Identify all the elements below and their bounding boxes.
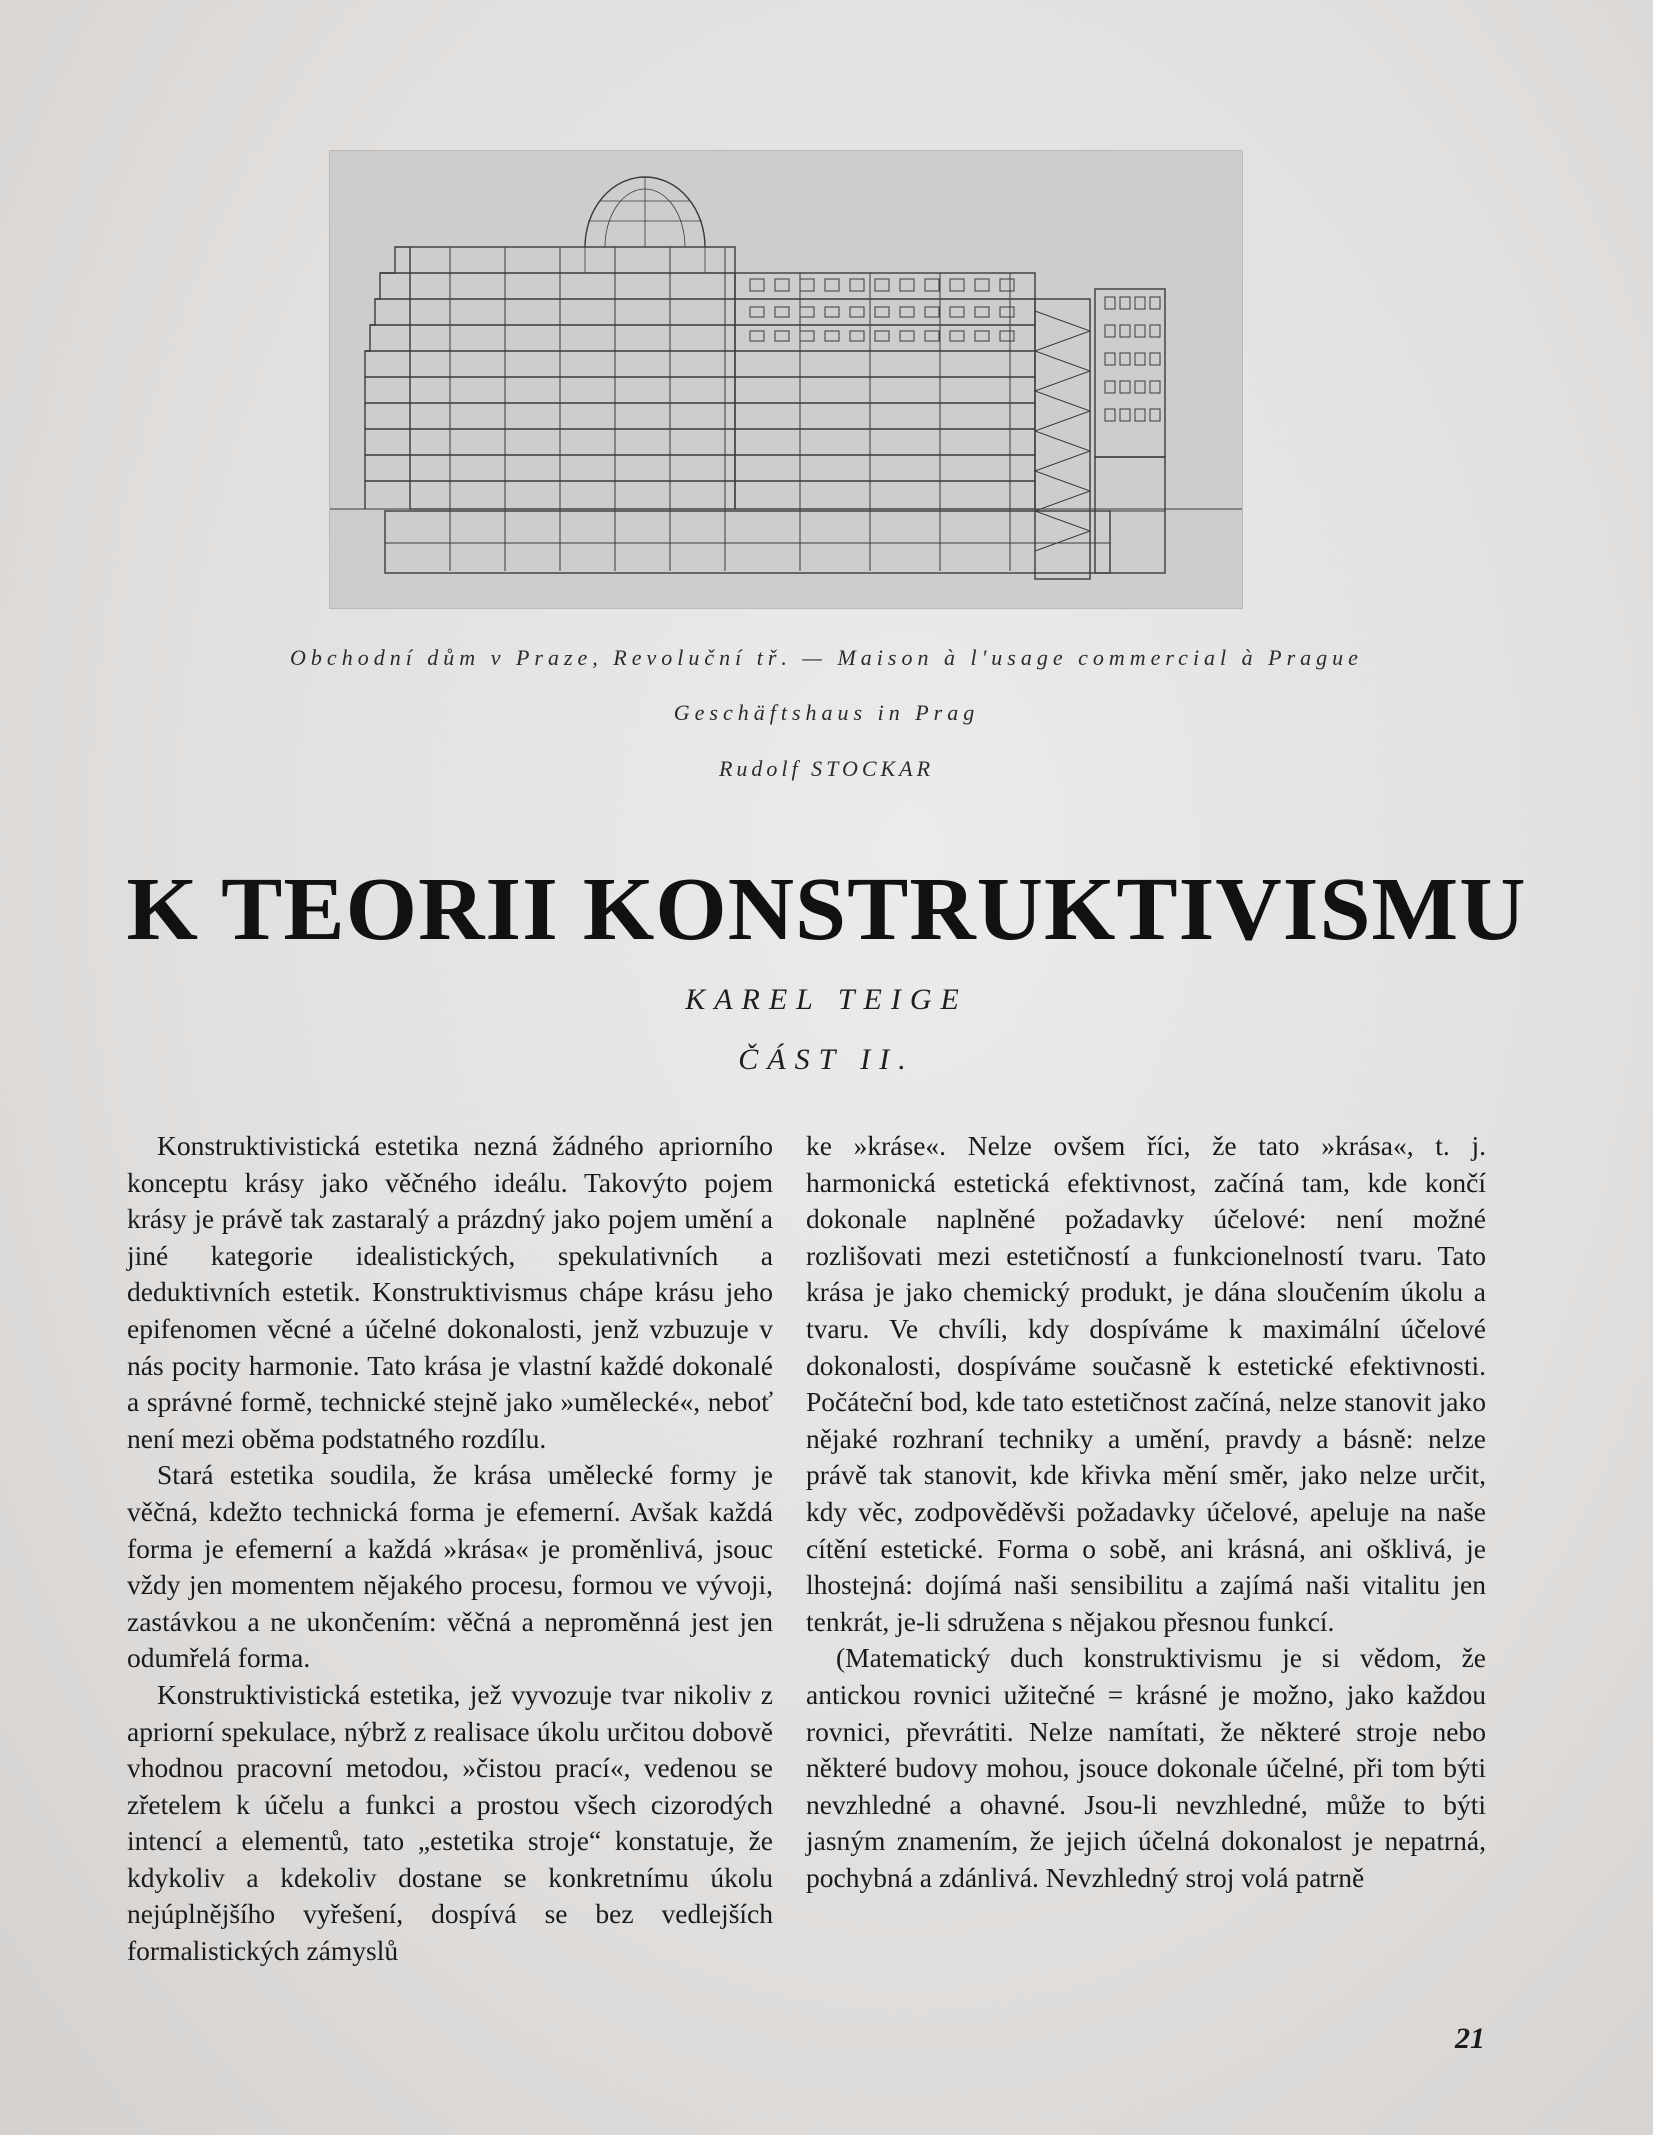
text-column-left [127, 1128, 773, 1970]
paragraph: Konstruktivistická estetika nezná žádného apriorního konceptu krásy jako věčného ideálu. Takovýto pojem krásy je právě tak zastaralý a prázdný jako pojem umění a jiné kategorie idealistických, spekulativních a deduktivních estetik. Konstruktivismus chápe krásu jeho epifenomen věcné a účelné dokonalosti, jenž vzbuzuje v nás pocity harmonie. Tato krása je vlastní každé dokonalé a správné formě, technické stejně jako »umělecké«, neboť není mezi oběma podstatného rozdílu. [127, 1130, 773, 1454]
figure-caption-line2: Geschäftshaus in Prag [673, 700, 980, 725]
building-section-drawing [329, 150, 1243, 609]
figure-architect: Rudolf STOCKAR [718, 756, 935, 781]
figure-caption-line1: Obchodní dům v Praze, Revoluční tř. — Maison à l'usage commercial à Prague [290, 645, 1363, 670]
article-part: ČÁST II. [738, 1043, 915, 1076]
architectural-drawing-svg [330, 151, 1242, 608]
article-author: KAREL TEIGE [685, 983, 968, 1016]
paragraph: Stará estetika soudila, že krása umělecké formy je věčná, kdežto technická forma je efemerní. Avšak každá forma je efemerní a každá »krása« je proměnlivá, jsouc vždy jen momentem nějakého procesu, formou ve vývoji, zastávkou a ne ukončením: věčná a neproměnná jest jen odumřelá forma. [127, 1459, 773, 1674]
page-number: 21 [1455, 2022, 1485, 2055]
paragraph: (Matematický duch konstruktivismu je si vědom, že antickou rovnici užitečné = krásné je možno, jako každou rovnici, převrátiti. Nelze namítati, že některé stroje nebo některé budovy mohou, jsouce dokonale účelné, při tom býti nevzhledné a ohavné. Jsou-li nevzhledné, může to býti jasným znamením, že jejich účelná dokonalost je nepatrná, pochybná a zdánlivá. Nevzhledný stroj volá patrně [806, 1642, 1486, 1893]
text-column-right [806, 1128, 1486, 1896]
paragraph: Konstruktivistická estetika, jež vyvozuje tvar nikoliv z apriorní spekulace, nýbrž z realisace úkolu určitou dobově vhodnou pracovní metodou, »čistou prací«, vedenou se zřetelem k účelu a funkci a prostou všech cizorodých intencí a elementů, tato „estetika stroje“ konstatuje, že kdykoliv a kdekoliv dostane se konkretnímu úkolu nejúplnějšího vyřešení, dospívá se bez vedlejších formalistických zámyslů [127, 1678, 773, 1967]
paragraph: ke »kráse«. Nelze ovšem říci, že tato »krása«, t. j. harmonická estetická efektivnost, začíná tam, kde končí dokonale naplněné požadavky účelové: není možné rozlišovati mezi estetičností a funkcionelností tvaru. Tato krása je jako chemický produkt, je dána sloučením úkolu a tvaru. Ve chvíli, kdy dospíváme k maximální účelové dokonalosti, dospíváme současně k estetické efektivnosti. Počáteční bod, kde tato estetičnost začíná, nelze stanovit jako nějaké rozhraní techniky a umění, pravdy a básně: nelze právě tak stanovit, kde křivka mění směr, jako nelze určit, kdy věc, zodpověděvši požadavky účelové, apeluje na naše cítění estetické. Forma o sobě, ani krásná, ani ošklivá, je lhostejná: dojímá naši sensibilitu a zajímá naši vitalitu jen tenkrát, je-li sdružena s nějakou přesnou funkcí. [806, 1130, 1486, 1637]
article-title: K TEORII KONSTRUKTIVISMU [126, 860, 1527, 959]
